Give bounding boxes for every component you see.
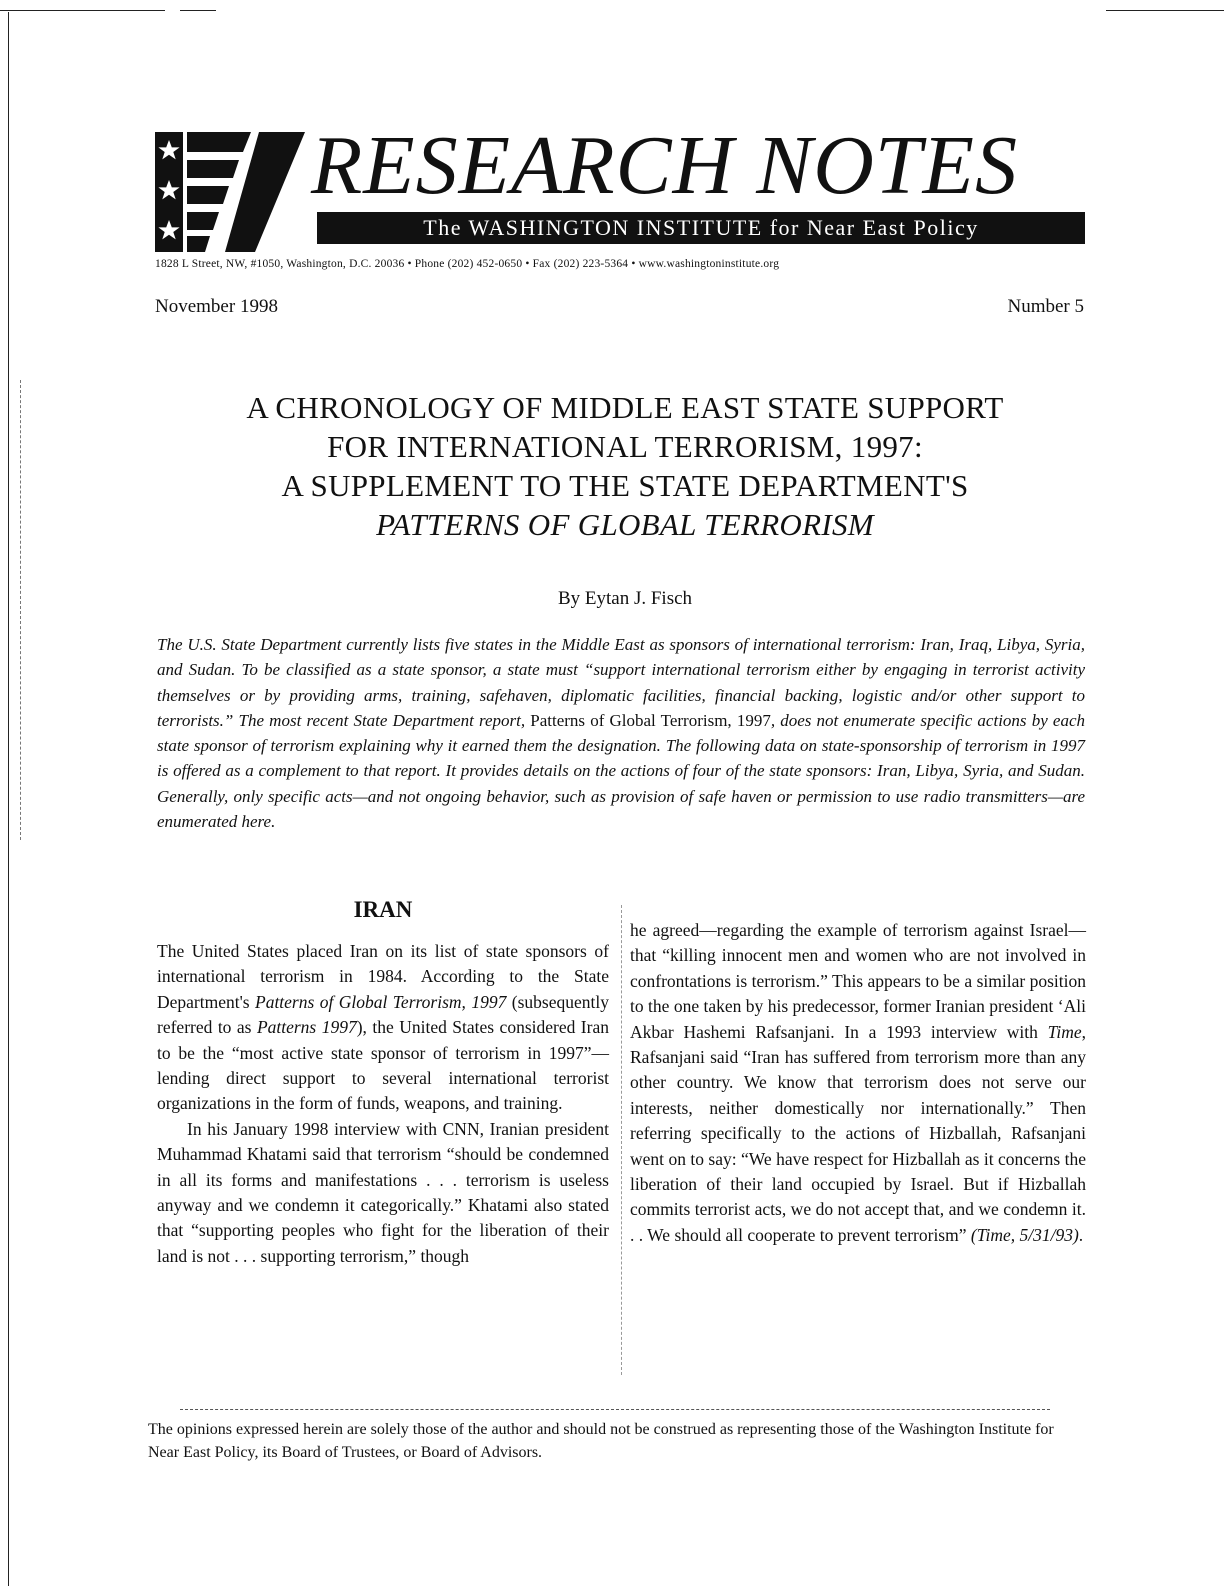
column-divider (621, 905, 622, 1375)
publisher-banner: The WASHINGTON INSTITUTE for Near East Policy (317, 212, 1085, 244)
scan-edge-top-right (1106, 10, 1224, 11)
abstract (157, 632, 1085, 834)
article-headline (160, 388, 1090, 544)
byline: By Eytan J. Fisch (557, 588, 693, 609)
contact-address: 1828 L Street, NW, #1050, Washington, D.C. 20036 • Phone (202) 452-0650 • Fax (202) 223-5364 • www.washingtoninstitute.org (155, 258, 780, 270)
body-column-right (630, 918, 1086, 1248)
abstract-text-2: , does not enumerate specific actions by each state sponsor of terrorism explaining why it earned them the designation. The following data on state-sponsorship of terrorism in 1997 is offered as a complement to that report. It provides details on the actions of four of the state sponsors: Iran, Libya, Syria, and Sudan. Generally, only specific acts—and not ongoing behavior, such as provision of safe haven or permission to use radio transmitters—are enumerated here. (157, 710, 1085, 832)
body-column-left (157, 939, 609, 1269)
scan-edge-left-dash (20, 380, 21, 840)
footer-divider (180, 1409, 1050, 1410)
publication-title: RESEARCH NOTES (311, 119, 1018, 212)
masthead (155, 118, 1085, 254)
paragraph-1: The United States placed Iran on its list of state sponsors of international terrorism in 1984. According to the State Department's Patterns of Global Terrorism, 1997 (subsequently referred to as Patterns 1997), the United States considered Iran to be the “most active state sponsor of terrorism in 1997”—lending direct support to several international terrorist organizations in the form of funds, weapons, and training. (157, 941, 609, 1114)
abstract-text-1: The U.S. State Department currently lists five states in the Middle East as sponsors of international terrorism: Iran, Iraq, Libya, Syria, and Sudan. To be classified as a state sponsor, a state must “support international terrorism either by engaging in terrorist activity themselves or by providing arms, training, safehaven, diplomatic facilities, financial backing, logistic and/or other support to terrorists.” The most recent State Department report, (157, 635, 1085, 730)
paragraph-2: In his January 1998 interview with CNN, Iranian president Muhammad Khatami said that terrorism “should be condemned in all its forms and manifestations . . . terrorism is useless anyway and we condemn it categorically.” Khatami also stated that “supporting peoples who fight for the liberation of their land is not . . . supporting terrorism,” though (157, 1118, 609, 1266)
institute-logo-stars-stripes (155, 132, 305, 252)
scan-edge-top-mid (180, 10, 216, 11)
abstract-report-title: Patterns of Global Terrorism, 1997 (530, 710, 771, 730)
headline-line-4: PATTERNS OF GLOBAL TERRORISM (376, 507, 874, 542)
issue-number: Number 5 (1007, 296, 1084, 317)
scan-edge-top-left (0, 10, 165, 11)
section-heading-iran: IRAN (353, 897, 413, 922)
paragraph-3: he agreed—regarding the example of terrorism against Israel—that “killing innocent men and women who are not involved in confrontations is terrorism.” This appears to be a similar position to the one taken by his predecessor, former Iranian president ‘Ali Akbar Hashemi Rafsanjani. In a 1993 interview with Time, Rafsanjani said “Iran has suffered from terrorism more than any other country. We know that terrorism does not serve our interests, neither domestically nor internationally.” Then referring specifically to the actions of Hizballah, Rafsanjani went on to say: “We have respect for Hizballah as it concerns the liberation of their land occupied by Israel. But if Hizballah commits terrorist acts, we do not accept that, and we condemn it. . . We should all cooperate to prevent terrorism” (Time, 5/31/93). (630, 920, 1086, 1245)
issue-date: November 1998 (155, 296, 278, 317)
headline-line-3: A SUPPLEMENT TO THE STATE DEPARTMENT'S (281, 468, 969, 503)
headline-line-1: A CHRONOLOGY OF MIDDLE EAST STATE SUPPORT (246, 390, 1004, 425)
disclaimer: The opinions expressed herein are solely those of the author and should not be construed as representing those of the Washington Institute for Near East Policy, its Board of Trustees, or Board of Advisors. (148, 1421, 1054, 1461)
headline-line-2: FOR INTERNATIONAL TERRORISM, 1997: (327, 429, 923, 464)
scan-edge-left (8, 12, 9, 1586)
